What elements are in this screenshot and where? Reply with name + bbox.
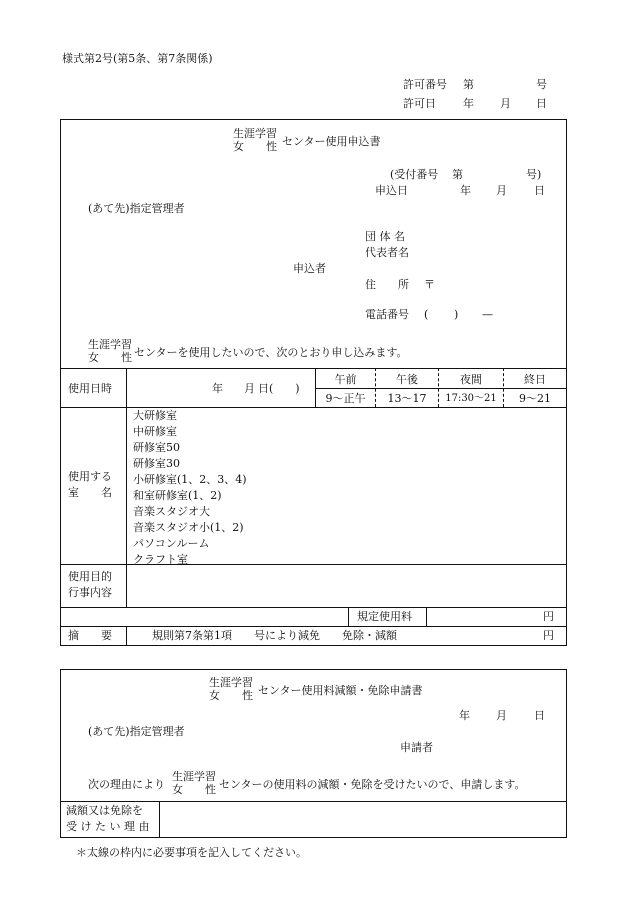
usage-date-label: 使用日時 xyxy=(68,382,112,395)
reason-top-rule xyxy=(61,801,566,802)
fee-unit: 円 xyxy=(543,610,554,623)
period-pm-time: 13〜17 xyxy=(387,392,427,405)
usage-date-month: 月 xyxy=(244,382,255,395)
usage-date-year: 年 xyxy=(212,382,223,395)
receipt-number-suffix: 号) xyxy=(526,168,542,181)
reduction-title-top: 生涯学習 xyxy=(209,676,253,689)
period-mid-rule xyxy=(315,388,566,389)
room-item: 中研修室 xyxy=(133,425,177,438)
rooms-label-line1: 使用する xyxy=(68,470,112,483)
period-pm-name: 午後 xyxy=(396,373,418,386)
apply-date-day: 日 xyxy=(534,184,545,197)
period-am-name: 午前 xyxy=(334,373,357,386)
receipt-number-prefix: 第 xyxy=(452,168,463,181)
purpose-label-line1: 使用目的 xyxy=(68,570,112,583)
applicant-label: 申込者 xyxy=(293,262,326,275)
period-am-time: 9〜正午 xyxy=(325,392,366,405)
statement-top: 生涯学習 xyxy=(88,338,132,351)
summary-text: 規則第7条第1項 号により減免 免除・減額 xyxy=(152,629,397,642)
application-title: センター使用申込書 xyxy=(282,135,381,148)
rooms-label-line2: 室 名 xyxy=(68,486,112,499)
room-item: 音楽スタジオ小(1、2) xyxy=(133,521,244,534)
receipt-number-label: (受付番号 xyxy=(390,168,439,181)
permit-date-year: 年 xyxy=(463,97,474,110)
permit-number-prefix: 第 xyxy=(463,78,474,91)
reduction-title: センター使用料減額・免除申請書 xyxy=(258,684,423,697)
phone-paren-open: ( xyxy=(424,308,429,321)
purpose-input-area[interactable] xyxy=(128,566,564,606)
room-item: パソコンルーム xyxy=(133,537,210,550)
reduction-addressee: (あて先)指定管理者 xyxy=(88,725,185,738)
room-item: 研修室50 xyxy=(133,441,180,454)
statement-stack xyxy=(88,339,132,364)
phone-dash: — xyxy=(482,308,493,321)
room-item: 音楽スタジオ大 xyxy=(133,505,210,518)
summary-unit: 円 xyxy=(543,629,554,642)
reason-center-bottom: 女 性 xyxy=(172,782,216,796)
permit-date-label: 許可日 xyxy=(403,97,436,110)
reduction-title-bottom: 女 性 xyxy=(209,688,253,702)
room-item: 小研修室(1、2、3、4) xyxy=(133,473,247,486)
form-number: 様式第2号(第5条、第7条関係) xyxy=(62,52,213,65)
period-night-name: 夜間 xyxy=(460,373,482,386)
application-title-stack xyxy=(233,128,277,153)
group-name-label: 団 体 名 xyxy=(365,230,405,243)
fee-label: 規定使用料 xyxy=(357,610,412,623)
reason-center-stack xyxy=(172,771,216,796)
room-item: 研修室30 xyxy=(133,457,180,470)
footnote: ＊太線の枠内に必要事項を記入してください。 xyxy=(76,846,307,859)
address-label: 住 所 xyxy=(365,278,409,291)
period-allday-time: 9〜21 xyxy=(519,392,551,405)
permit-date-month: 月 xyxy=(500,97,511,110)
reduction-date-day: 日 xyxy=(534,709,545,722)
usage-date-day: 日( ) xyxy=(258,382,300,395)
reason-center-top: 生涯学習 xyxy=(172,770,216,783)
reason-column-rule xyxy=(159,801,160,837)
period-night-time: 17:30〜21 xyxy=(445,393,497,404)
postal-mark: 〒 xyxy=(424,278,435,291)
reduction-date-year: 年 xyxy=(459,709,470,722)
label-column-rule xyxy=(126,368,127,607)
apply-date-month: 月 xyxy=(496,184,507,197)
apply-date-label: 申込日 xyxy=(375,184,408,197)
room-item: 大研修室 xyxy=(133,409,177,422)
reason-text: センターの使用料の減額・免除を受けたいので、申請します。 xyxy=(219,778,526,791)
summary-column-rule xyxy=(126,626,127,646)
reason-prefix: 次の理由により xyxy=(88,778,165,791)
representative-label: 代表者名 xyxy=(365,246,409,259)
fee-mid-rule xyxy=(426,607,427,626)
purpose-label-line2: 行事内容 xyxy=(68,586,112,599)
application-title-bottom: 女 性 xyxy=(233,139,277,153)
statement-text: センターを使用したいので、次のとおり申し込みます。 xyxy=(134,346,408,359)
phone-label: 電話番号 xyxy=(365,308,409,321)
reason-label-line1: 減額又は免除を xyxy=(66,804,143,817)
room-item: クラフト室 xyxy=(133,553,188,566)
permit-number-label: 許可番号 xyxy=(403,78,447,91)
application-addressee: (あて先)指定管理者 xyxy=(88,202,185,215)
period-allday-name: 終日 xyxy=(524,373,546,386)
permit-date-day: 日 xyxy=(536,97,547,110)
reason-input-area[interactable] xyxy=(161,803,564,835)
purpose-bottom-rule xyxy=(61,607,566,608)
phone-paren-close: ) xyxy=(454,308,459,321)
reason-label-line2: 受 け た い 理 由 xyxy=(66,820,150,833)
room-list xyxy=(133,408,247,568)
summary-label: 摘 要 xyxy=(68,629,112,642)
reduction-title-stack xyxy=(209,677,253,702)
permit-number-suffix: 号 xyxy=(536,78,547,91)
application-title-top: 生涯学習 xyxy=(233,127,277,140)
statement-bottom: 女 性 xyxy=(88,350,132,364)
reduction-applicant-label: 申請者 xyxy=(400,741,433,754)
room-item: 和室研修室(1、2) xyxy=(133,489,222,502)
table-top-rule xyxy=(61,368,566,369)
reduction-date-month: 月 xyxy=(496,709,507,722)
fee-left-rule xyxy=(348,607,349,626)
apply-date-year: 年 xyxy=(460,184,471,197)
